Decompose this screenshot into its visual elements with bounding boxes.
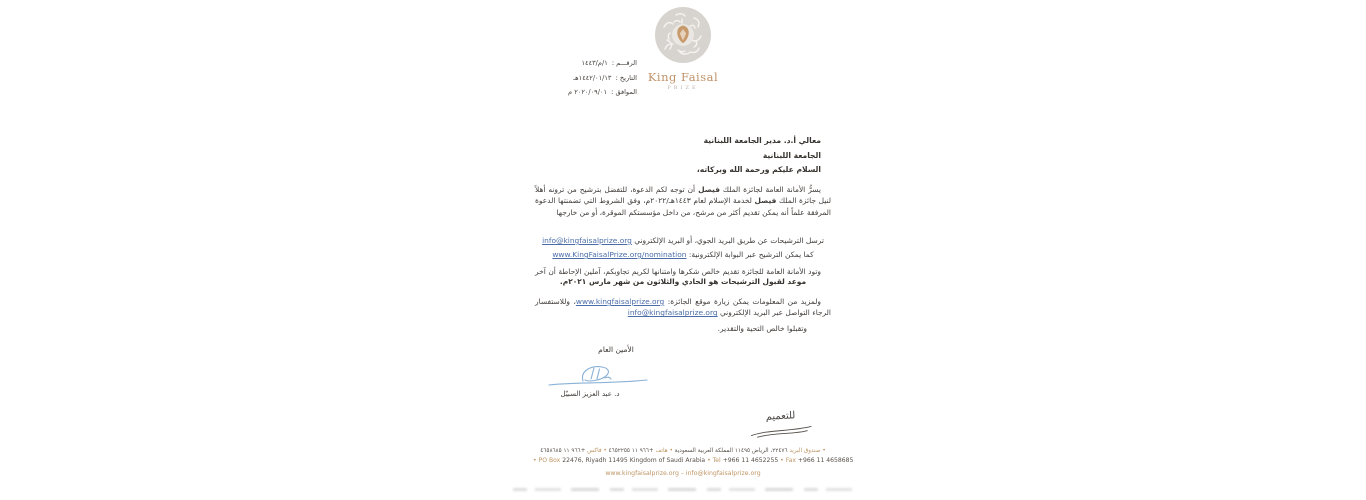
handwritten-annotation bbox=[744, 409, 817, 443]
addressee-block bbox=[704, 133, 821, 163]
salutation: السلام عليكم ورحمة الله وبركاته، bbox=[696, 165, 821, 174]
portal-line-text: كما يمكن الترشيح عبر البوابة الإلكترونية: bbox=[686, 250, 814, 259]
p3-text-a: ولمزيد من المعلومات يمكن زيارة موقع الجائزة: bbox=[664, 297, 821, 306]
logo-wordmark: King Faisal bbox=[647, 70, 719, 84]
ref-number bbox=[533, 56, 637, 71]
footer-ar-fax-value: +٩٦٦ ١١ ٤٦٥٨٦٨٥ bbox=[540, 448, 586, 454]
footer-ar-fax-label: فاكس bbox=[587, 448, 602, 454]
footer-links-line bbox=[533, 470, 833, 477]
footer-en-fax-value: +966 11 4658685 bbox=[797, 457, 854, 464]
p1-bold-faisal-1: فيصل bbox=[698, 185, 720, 194]
closing-line: وتقبلوا خالص التحية والتقدير. bbox=[717, 324, 807, 333]
portal-submission-line bbox=[533, 250, 833, 259]
footer-dash: – bbox=[680, 469, 684, 477]
footer-bullet: • bbox=[780, 457, 784, 464]
signatory-title: الأمين العام bbox=[598, 345, 634, 354]
nomination-portal-link[interactable]: www.KingFaisalPrize.org/nomination bbox=[552, 250, 687, 259]
ref-number-value: ١/م/١٤٤٣ bbox=[581, 59, 608, 67]
addressee-line-2: الجامعة اللبنانية bbox=[762, 151, 821, 160]
letter-footer bbox=[533, 447, 854, 477]
medallion-icon bbox=[654, 6, 712, 64]
footer-website-link[interactable]: www.kingfaisalprize.org bbox=[605, 469, 679, 477]
footer-en-tel-label: Tel bbox=[712, 457, 721, 464]
mail-submission-line bbox=[533, 236, 833, 245]
footer-arabic-line bbox=[533, 447, 833, 456]
body-paragraph-thanks: وتود الأمانة العامة للجائزة تقديم خالص شكرها وامتنانها لكريم تجاوبكم، آملين الإحاطة أن آخر bbox=[535, 267, 821, 276]
contact-email-link[interactable]: info@kingfaisalprize.org bbox=[627, 308, 718, 318]
footer-ar-pobox-value: ٢٢٤٧٦، الرياض ١١٤٩٥ المملكة العربية السعودية bbox=[674, 448, 788, 454]
footer-ar-tel-label: هاتف bbox=[655, 448, 668, 454]
body-paragraph-info bbox=[535, 296, 831, 319]
email-link[interactable]: info@kingfaisalprize.org bbox=[542, 236, 632, 245]
p1-text-e: لخدمة الإسلام لعام ١٤٤٣هـ/٢٠٢٢م، وفق الشروط التي تضمنتها الدعوة المرفقة علماً أنه يمكن تقديم أكثر من مرشح، من داخل مؤسستكم الموقرة، أو من خارجها bbox=[535, 196, 831, 217]
ref-number-label: الرقـــم : bbox=[611, 59, 637, 67]
footer-bullet: • bbox=[822, 448, 826, 454]
ref-gregorian-value: ٢٠٢٠/٠٩/٠١ م bbox=[568, 88, 608, 96]
website-link[interactable]: www.kingfaisalprize.org bbox=[575, 297, 665, 306]
footer-ar-tel-value: +٩٦٦ ١١ ٤٦٥٢٢٥٥ bbox=[608, 448, 654, 454]
signatory-name: د. عبد العزيز السبيّل bbox=[560, 390, 620, 398]
signature-icon bbox=[547, 363, 651, 393]
footer-bullet: • bbox=[603, 448, 607, 454]
handwritten-swoosh-icon bbox=[749, 425, 813, 438]
addressee-line-1: معالي أ.د. مدير الجامعة اللبنانية bbox=[703, 136, 821, 145]
logo-subtitle: PRIZE bbox=[667, 85, 699, 91]
footer-en-fax-label: Fax bbox=[785, 457, 796, 464]
p3-text-b: ، وللاستفسار الرجاء التواصل عبر البريد الإلكتروني bbox=[535, 297, 831, 318]
handwritten-note-text: للتعميم bbox=[765, 410, 796, 423]
letter-page bbox=[533, 0, 854, 500]
p1-text-a: يسرُّ الأمانة العامة لجائزة الملك bbox=[719, 185, 821, 194]
p1-bold-faisal-2: فيصل bbox=[754, 196, 777, 206]
reference-block bbox=[533, 56, 637, 100]
ref-gregorian-date bbox=[533, 85, 637, 100]
footer-en-pobox-value: 22476, Riyadh 11495 Kingdom of Saudi Arabia bbox=[562, 457, 706, 464]
footer-en-pobox-label: PO Box bbox=[538, 457, 561, 464]
ref-hijri-date bbox=[533, 71, 637, 86]
footer-bullet: • bbox=[533, 457, 537, 464]
footer-en-tel-value: +966 11 4652255 bbox=[722, 457, 779, 464]
mail-line-text: ترسل الترشيحات عن طريق البريد الجوي، أو البريد الإلكتروني bbox=[631, 236, 824, 245]
footer-ar-pobox-label: صندوق البريد bbox=[789, 448, 821, 454]
footer-english-line bbox=[533, 456, 854, 466]
next-page-ghost-text bbox=[513, 488, 853, 491]
ref-gregorian-label: الموافق : bbox=[611, 88, 637, 96]
footer-email-link[interactable]: info@kingfaisalprize.org bbox=[685, 469, 761, 477]
body-paragraph-invitation bbox=[535, 184, 831, 218]
footer-bullet: • bbox=[669, 448, 673, 454]
deadline-line: موعد لقبول الترشيحات هو الحادي والثلاثون من شهر مارس ٢٠٢١م. bbox=[559, 277, 807, 286]
ref-hijri-label: التاريخ : bbox=[615, 73, 637, 82]
p1-text-c: أن توجه لكم الدعوة، للتفضل بترشيح من ترونه أهلاً لنيل جائزة الملك bbox=[535, 185, 831, 206]
footer-bullet: • bbox=[707, 457, 711, 464]
ref-hijri-value: ١٤٤٢/٠١/١٣هـ bbox=[573, 73, 612, 82]
